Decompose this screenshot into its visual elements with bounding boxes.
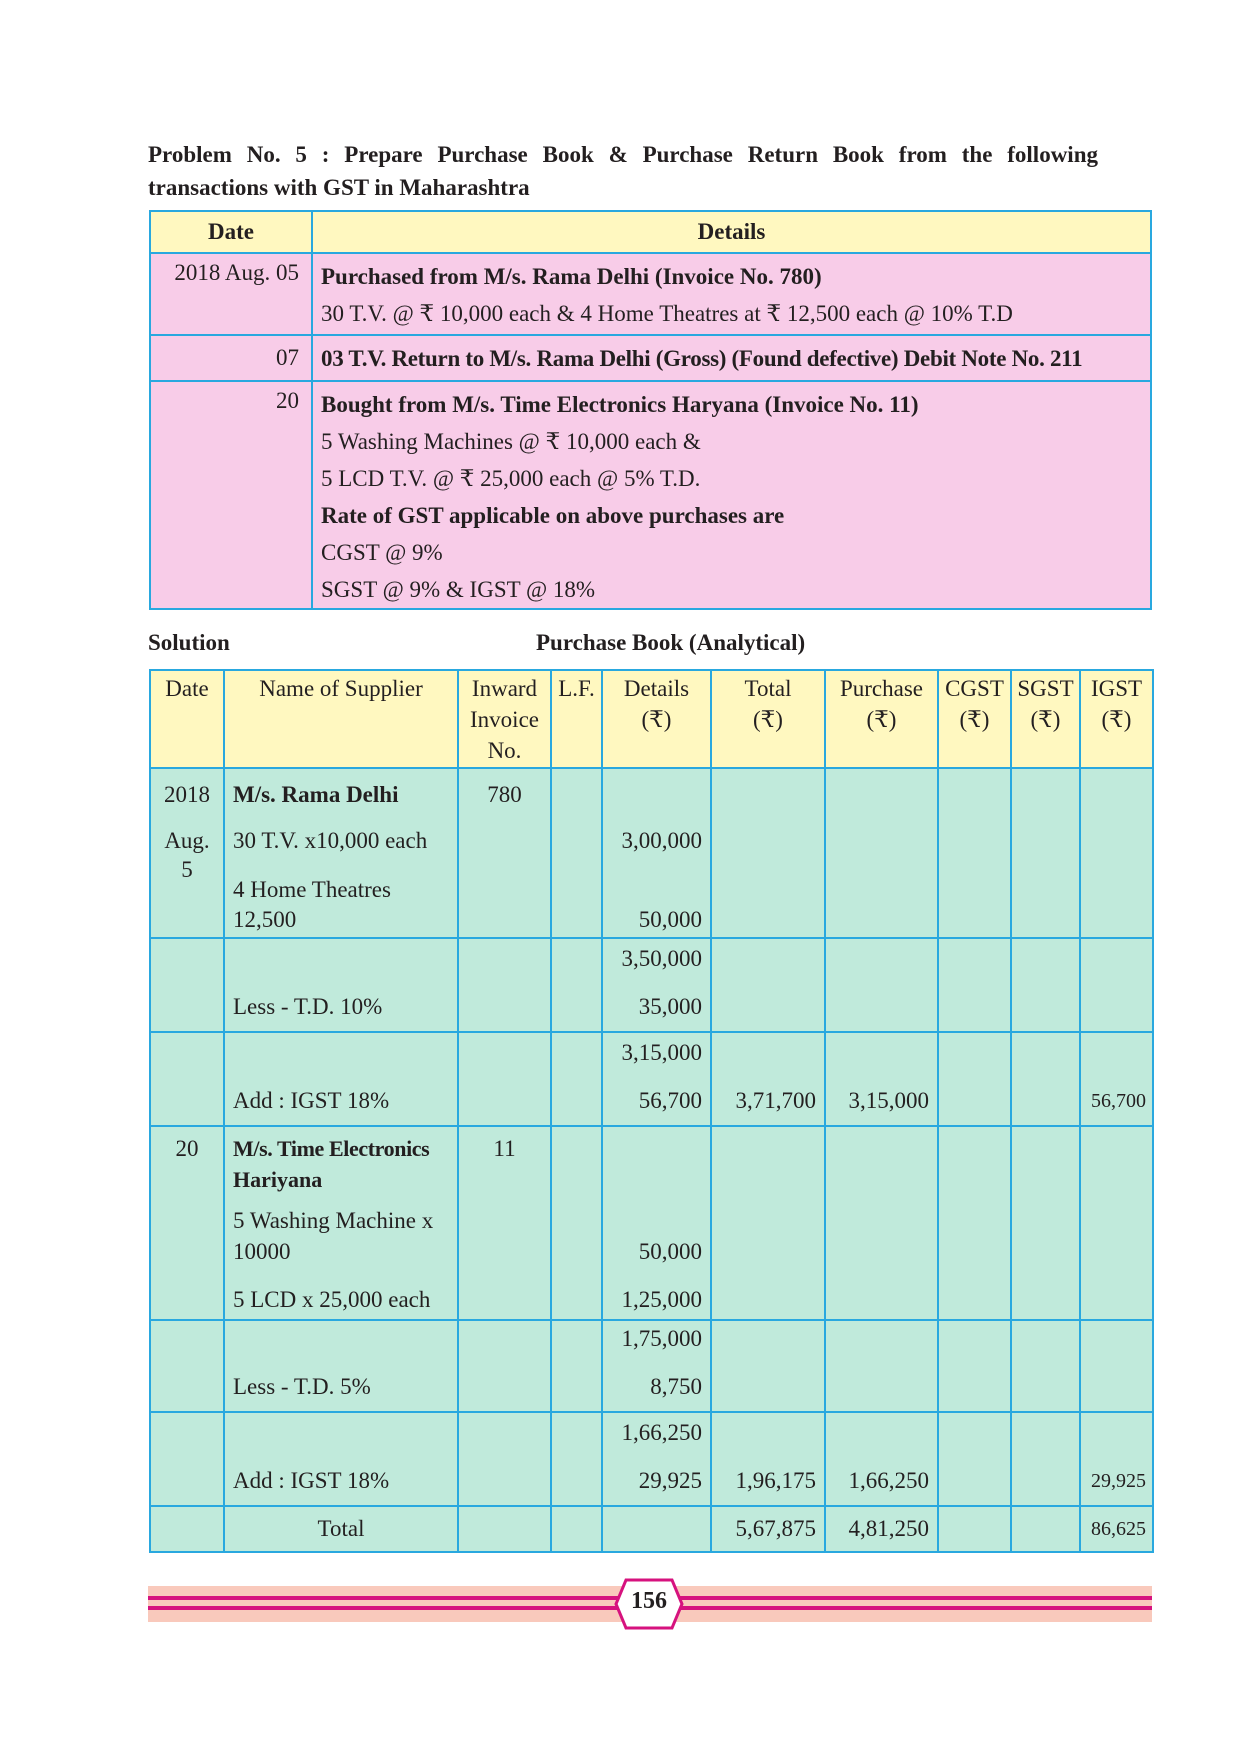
total-cell: 3,71,700 <box>711 1032 825 1126</box>
problem-line-1: Problem No. 5 : Prepare Purchase Book & Purchase Return Book from the following <box>148 142 1098 167</box>
purchase-book-table <box>149 669 1154 1553</box>
supplier-cell: Add : IGST 18% <box>224 1032 458 1126</box>
col-igst: IGST (₹) <box>1080 670 1153 768</box>
details-cell: 1,75,000 8,750 <box>602 1320 711 1412</box>
page-number: 156 <box>631 1588 667 1614</box>
question-row <box>150 253 1151 335</box>
purchase-book-header <box>150 670 1153 768</box>
question-details <box>312 335 1151 381</box>
col-purchase: Purchase (₹) <box>825 670 938 768</box>
question-row <box>150 381 1151 609</box>
question-line: 03 T.V. Return to M/s. Rama Delhi (Gross) (Found defective) Debit Note No. 211 <box>321 345 1083 371</box>
question-line: CGST @ 9% <box>321 540 443 565</box>
question-date: 07 <box>150 335 312 381</box>
invoice-cell: 11 <box>458 1126 551 1320</box>
col-date: Date <box>150 670 224 768</box>
question-line: 5 LCD T.V. @ ₹ 25,000 each @ 5% T.D. <box>321 466 701 491</box>
details-cell: 3,00,000 50,000 <box>602 768 711 938</box>
total-row <box>150 1506 1153 1552</box>
details-cell: 1,66,250 29,925 <box>602 1412 711 1506</box>
grand-igst: 86,625 <box>1080 1506 1153 1552</box>
purchase-cell: 1,66,250 <box>825 1412 938 1506</box>
question-line: Rate of GST applicable on above purchases are <box>321 503 785 528</box>
total-label: Total <box>224 1506 458 1552</box>
col-details: Details (₹) <box>602 670 711 768</box>
supplier-cell: M/s. Rama Delhi 30 T.V. x10,000 each 4 Home Theatres 12,500 <box>224 768 458 938</box>
table-row <box>150 938 1153 1032</box>
question-details <box>312 381 1151 609</box>
question-line: Purchased from M/s. Rama Delhi (Invoice No. 780) <box>321 264 822 289</box>
header-details: Details <box>312 211 1151 253</box>
purchase-cell: 3,15,000 <box>825 1032 938 1126</box>
table-row <box>150 768 1153 938</box>
col-sgst: SGST (₹) <box>1011 670 1080 768</box>
book-title: Purchase Book (Analytical) <box>536 630 806 655</box>
supplier-cell: Add : IGST 18% <box>224 1412 458 1506</box>
question-date: 2018 Aug. 05 <box>150 253 312 335</box>
question-date: 20 <box>150 381 312 609</box>
col-lf: L.F. <box>551 670 602 768</box>
lf-cell <box>551 768 602 938</box>
question-details <box>312 253 1151 335</box>
supplier-cell: Less - T.D. 5% <box>224 1320 458 1412</box>
entry-date: 2018 Aug. 5 <box>150 768 224 938</box>
col-total: Total (₹) <box>711 670 825 768</box>
col-cgst: CGST (₹) <box>938 670 1011 768</box>
question-line: 5 Washing Machines @ ₹ 10,000 each & <box>321 429 701 454</box>
supplier-cell: Less - T.D. 10% <box>224 938 458 1032</box>
col-supplier: Name of Supplier <box>224 670 458 768</box>
igst-cell: 29,925 <box>1080 1412 1153 1506</box>
question-table <box>149 210 1152 610</box>
header-date: Date <box>150 211 312 253</box>
entry-date: 20 <box>150 1126 224 1320</box>
total-cell: 1,96,175 <box>711 1412 825 1506</box>
table-row <box>150 1032 1153 1126</box>
invoice-cell: 780 <box>458 768 551 938</box>
question-line: Bought from M/s. Time Electronics Haryana (Invoice No. 11) <box>321 392 919 417</box>
problem-statement <box>148 138 1098 204</box>
details-cell: 3,50,000 35,000 <box>602 938 711 1032</box>
grand-purchase: 4,81,250 <box>825 1506 938 1552</box>
question-line: SGST @ 9% & IGST @ 18% <box>321 577 596 602</box>
table-row <box>150 1126 1153 1320</box>
question-row <box>150 335 1151 381</box>
table-row <box>150 1412 1153 1506</box>
question-header-row <box>150 211 1151 253</box>
problem-line-2: transactions with GST in Maharashtra <box>148 175 530 200</box>
solution-label: Solution <box>148 630 230 655</box>
supplier-cell: M/s. Time Electronics Hariyana 5 Washing Machine x 10000 5 LCD x 25,000 each <box>224 1126 458 1320</box>
igst-cell: 56,700 <box>1080 1032 1153 1126</box>
grand-total: 5,67,875 <box>711 1506 825 1552</box>
col-invoice: Inward Invoice No. <box>458 670 551 768</box>
details-cell: 3,15,000 56,700 <box>602 1032 711 1126</box>
table-row <box>150 1320 1153 1412</box>
details-cell: 50,000 1,25,000 <box>602 1126 711 1320</box>
question-line: 30 T.V. @ ₹ 10,000 each & 4 Home Theatres at ₹ 12,500 each @ 10% T.D <box>321 301 1013 326</box>
